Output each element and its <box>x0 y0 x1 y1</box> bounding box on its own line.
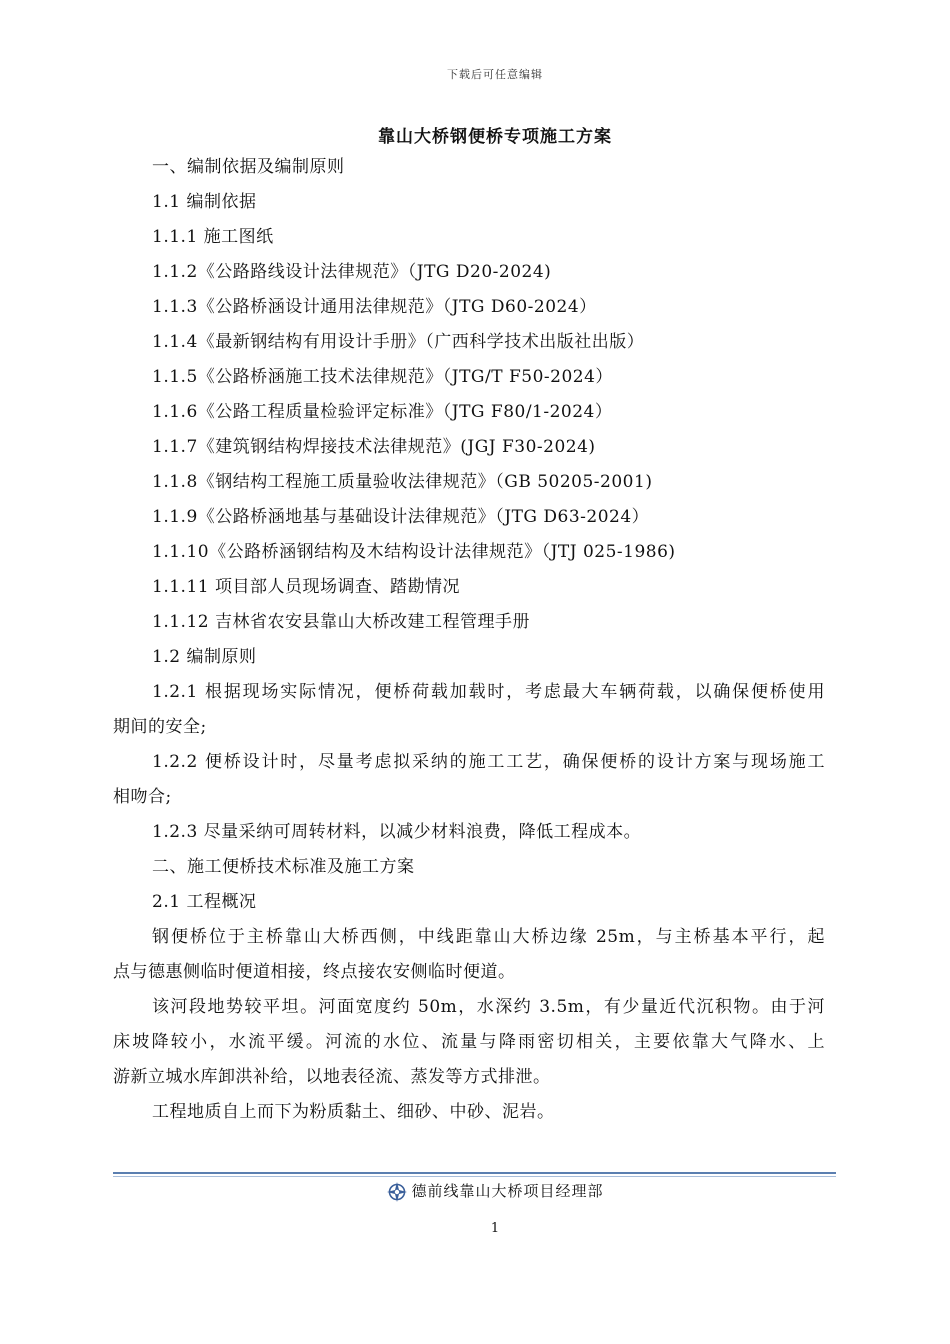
paragraph-line: 游新立城水库卸洪补给，以地表径流、蒸发等方式排泄。 <box>113 1067 551 1087</box>
reference-item: 1.1.9《公路桥涵地基与基础设计法律规范》（JTG D63-2024） <box>152 507 650 527</box>
reference-item: 1.1.1 施工图纸 <box>152 227 274 247</box>
paragraph-line: 点与德惠侧临时便道相接，终点接农安侧临时便道。 <box>113 962 516 982</box>
section-heading: 二、施工便桥技术标准及施工方案 <box>152 857 415 877</box>
paragraph-line: 1.2.1 根据现场实际情况，便桥荷载加载时，考虑最大车辆荷载，以确保便桥使用 <box>152 682 825 702</box>
section-heading: 一、编制依据及编制原则 <box>152 157 345 177</box>
subsection-heading: 1.2 编制原则 <box>152 647 257 667</box>
reference-item: 1.1.2《公路路线设计法律规范》（JTG D20-2024) <box>152 262 552 282</box>
reference-item: 1.1.5《公路桥涵施工技术法律规范》（JTG/T F50-2024） <box>152 367 613 387</box>
reference-item: 1.1.11 项目部人员现场调查、踏勘情况 <box>152 577 460 597</box>
reference-item: 1.1.4《最新钢结构有用设计手册》（广西科学技术出版社出版） <box>152 332 645 352</box>
reference-item: 1.1.12 吉林省农安县靠山大桥改建工程管理手册 <box>152 612 530 632</box>
footer-divider <box>113 1172 836 1174</box>
document-body <box>113 150 825 1130</box>
paragraph-line: 床坡降较小，水流平缓。河流的水位、流量与降雨密切相关，主要依靠大气降水、上 <box>113 1032 825 1052</box>
document-title: 靠山大桥钢便桥专项施工方案 <box>378 127 612 147</box>
header-note: 下载后可任意编辑 <box>447 68 543 81</box>
reference-item: 1.1.7《建筑钢结构焊接技术法律规范》(JGJ F30-2024) <box>152 437 596 457</box>
reference-item: 1.1.10《公路桥涵钢结构及木结构设计法律规范》（JTJ 025-1986) <box>152 542 676 562</box>
subsection-heading: 2.1 工程概况 <box>152 892 257 912</box>
company-logo-icon <box>386 1181 408 1203</box>
paragraph-line: 相吻合; <box>113 787 172 807</box>
paragraph-line: 该河段地势较平坦。河面宽度约 50m，水深约 3.5m，有少量近代沉积物。由于河 <box>152 997 825 1017</box>
subsection-heading: 1.1 编制依据 <box>152 192 257 212</box>
reference-item: 1.1.6《公路工程质量检验评定标准》（JTG F80/1-2024） <box>152 402 613 422</box>
paragraph-line: 1.2.3 尽量采纳可周转材料，以减少材料浪费，降低工程成本。 <box>152 822 642 842</box>
page-number: 1 <box>490 1221 500 1236</box>
footer <box>0 1180 950 1203</box>
paragraph-line: 工程地质自上而下为粉质黏土、细砂、中砂、泥岩。 <box>152 1102 555 1122</box>
paragraph-line: 1.2.2 便桥设计时，尽量考虑拟采纳的施工工艺，确保便桥的设计方案与现场施工 <box>152 752 825 772</box>
reference-item: 1.1.8《钢结构工程施工质量验收法律规范》（GB 50205-2001) <box>152 472 653 492</box>
paragraph-line: 钢便桥位于主桥靠山大桥西侧，中线距靠山大桥边缘 25m，与主桥基本平行，起 <box>152 927 825 947</box>
footer-org-name: 德前线靠山大桥项目经理部 <box>411 1182 604 1200</box>
paragraph-line: 期间的安全; <box>113 717 207 737</box>
reference-item: 1.1.3《公路桥涵设计通用法律规范》（JTG D60-2024） <box>152 297 597 317</box>
footer-divider-thin <box>113 1176 836 1177</box>
